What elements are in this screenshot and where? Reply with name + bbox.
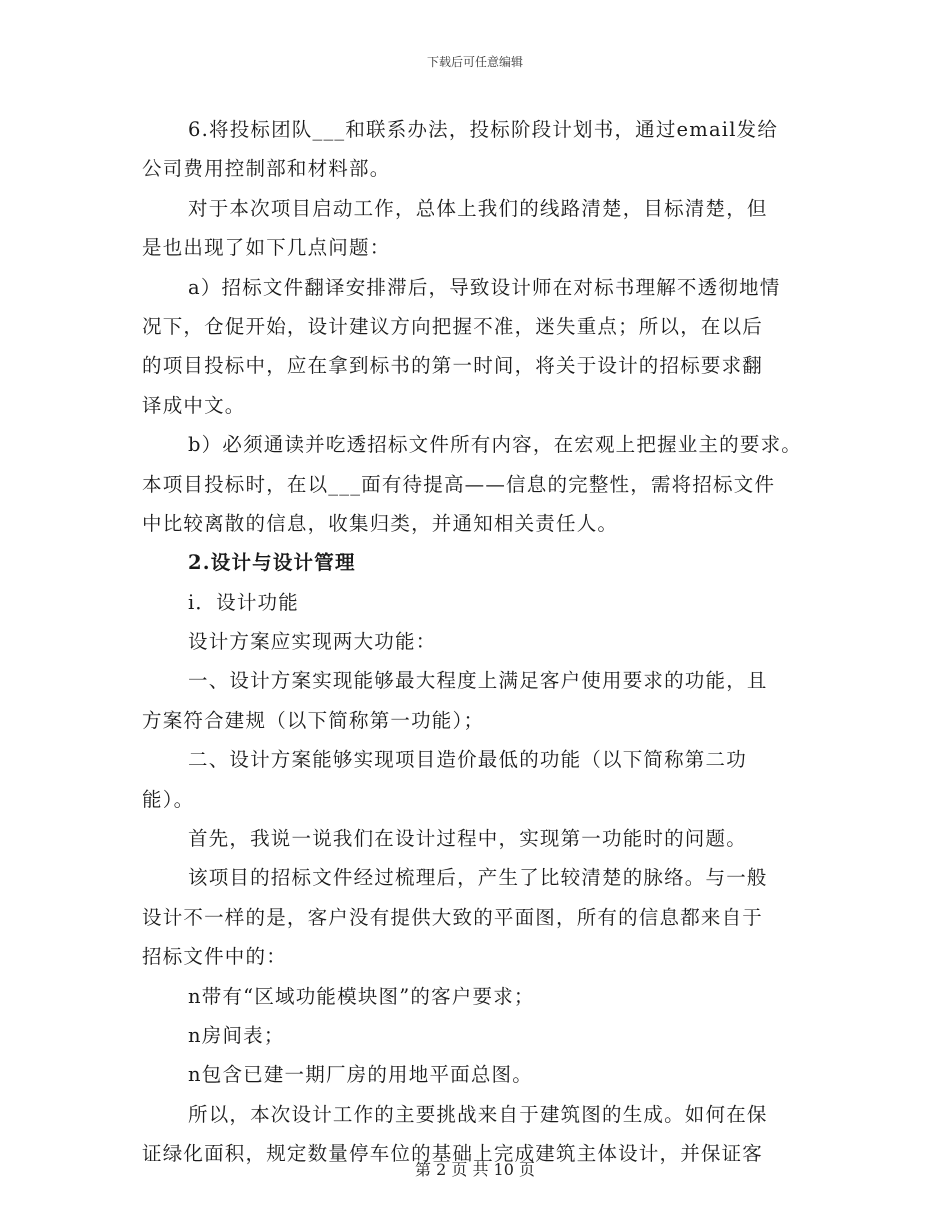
- subsection-heading: i．设计功能: [188, 590, 299, 614]
- text-line: b）必须通读并吃透招标文件所有内容，在宏观上把握业主的要求。: [188, 433, 802, 457]
- section-heading: 2.设计与设计管理: [188, 551, 356, 575]
- list-item: n房间表；: [188, 1023, 285, 1047]
- text-line: 是也出现了如下几点问题：: [142, 236, 391, 260]
- list-item: n带有“区域功能模块图”的客户要求；: [188, 984, 535, 1008]
- text-line: 招标文件中的：: [142, 945, 287, 969]
- page-footer: 第 2 页 共 10 页: [415, 1160, 535, 1179]
- page-header: 下载后可任意编辑: [426, 55, 523, 69]
- text-line: 况下，仓促开始，设计建议方向把握不准，迷失重点；所以，在以后: [142, 314, 764, 338]
- text-line: 二、设计方案能够实现项目造价最低的功能（以下简称第二功: [188, 748, 747, 772]
- text-line: a）招标文件翻译安排滞后，导致设计师在对标书理解不透彻地情: [188, 275, 781, 299]
- text-line: 所以，本次设计工作的主要挑战来自于建筑图的生成。如何在保: [188, 1102, 768, 1126]
- text-line: 中比较离散的信息，收集归类，并通知相关责任人。: [142, 511, 619, 535]
- text-line: 6.将投标团队___和联系办法，投标阶段计划书，通过email发给: [188, 118, 779, 141]
- text-line: 的项目投标中，应在拿到标书的第一时间，将关于设计的招标要求翻: [142, 354, 764, 378]
- list-item: n包含已建一期厂房的用地平面总图。: [188, 1063, 533, 1087]
- text-line: 一、设计方案实现能够最大程度上满足客户使用要求的功能，且: [188, 669, 768, 693]
- text-line: 设计方案应实现两大功能：: [188, 630, 437, 654]
- document-body: [142, 110, 832, 1174]
- text-line: 该项目的招标文件经过梳理后，产生了比较清楚的脉络。与一般: [188, 866, 768, 890]
- text-line: 公司费用控制部和材料部。: [142, 157, 391, 181]
- text-line: 设计不一样的是，客户没有提供大致的平面图，所有的信息都来自于: [142, 905, 764, 929]
- text-line: 方案符合建规（以下简称第一功能）；: [142, 708, 485, 732]
- text-line: 对于本次项目启动工作，总体上我们的线路清楚，目标清楚，但: [188, 196, 768, 220]
- text-line: 本项目投标时，在以___面有待提高——信息的完整性，需将招标文件: [142, 472, 776, 496]
- text-line: 证绿化面积，规定数量停车位的基础上完成建筑主体设计，并保证客: [142, 1142, 764, 1166]
- text-line: 译成中文。: [142, 393, 246, 417]
- text-line: 能）。: [142, 787, 195, 811]
- text-line: 首先，我说一说我们在设计过程中，实现第一功能时的问题。: [188, 827, 747, 851]
